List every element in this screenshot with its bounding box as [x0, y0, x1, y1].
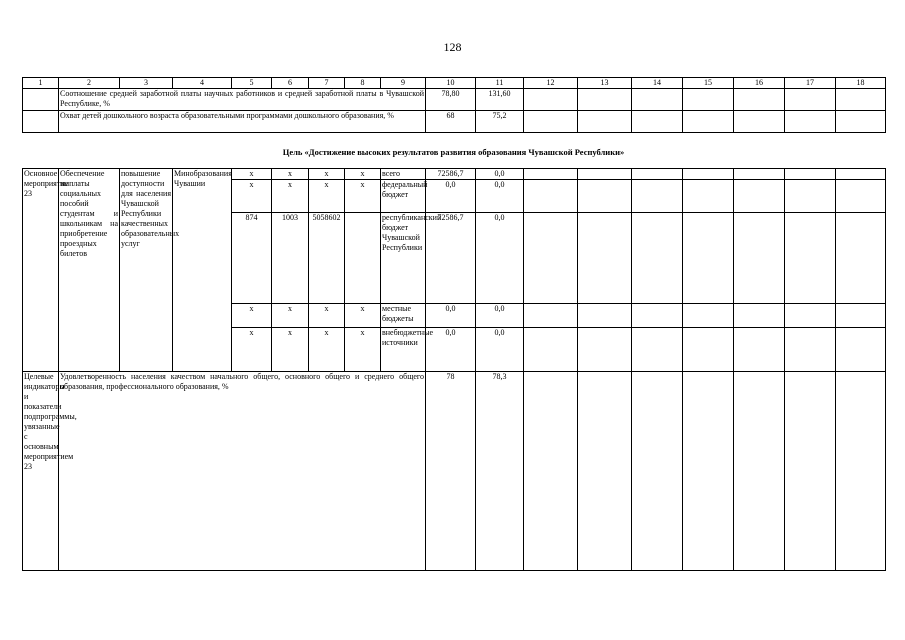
indicator-value: 131,60 [476, 89, 524, 111]
indicator-label: Соотношение средней заработной платы научных работников и средней заработной платы в Чувашской Республике, % [59, 89, 426, 111]
funding-value: 72586,7 [426, 213, 476, 304]
budget-code: x [345, 169, 381, 180]
budget-code: x [272, 169, 309, 180]
budget-code: x [345, 304, 381, 328]
col-number: 17 [785, 78, 836, 89]
indicator-value: 78,3 [476, 372, 524, 571]
col-number: 8 [345, 78, 381, 89]
col-number: 4 [173, 78, 232, 89]
page-number: 128 [443, 40, 462, 54]
event-executor: Минобразования Чувашии [173, 169, 232, 372]
table-row [23, 169, 886, 180]
funding-value: 0,0 [476, 304, 524, 328]
table-row [23, 89, 886, 111]
funding-value: 0,0 [476, 328, 524, 372]
funding-source: всего [381, 169, 426, 180]
budget-code: x [309, 304, 345, 328]
col-number: 6 [272, 78, 309, 89]
funding-value: 0,0 [476, 213, 524, 304]
col-number: 10 [426, 78, 476, 89]
col-number: 15 [683, 78, 734, 89]
col-number: 7 [309, 78, 345, 89]
funding-value: 0,0 [426, 328, 476, 372]
budget-code: x [309, 169, 345, 180]
budget-code: x [272, 304, 309, 328]
budget-code: x [345, 328, 381, 372]
indicator-label: Удовлетворенность населения качеством начального общего, основного общего и среднего общего образования, профессионального образования, % [59, 372, 426, 571]
budget-code: x [309, 180, 345, 213]
col-number: 16 [734, 78, 785, 89]
funding-source: внебюджетные источники [381, 328, 426, 372]
goal-heading: Цель «Достижение высоких результатов развития образования Чувашской Республики» [282, 147, 625, 157]
funding-value: 72586,7 [426, 169, 476, 180]
budget-code: x [309, 328, 345, 372]
indicator-group-title: Целевые индикаторы и показатели подпрограммы, увязанные с основным мероприятием 23 [23, 372, 59, 571]
budget-code: 1003 [272, 213, 309, 304]
funding-value: 0,0 [476, 169, 524, 180]
budget-code: x [272, 328, 309, 372]
event-table [22, 168, 886, 571]
col-number: 13 [578, 78, 632, 89]
event-description: Обеспечение выплаты социальных пособий студентам и школьникам на приобретение проездных билетов [59, 169, 120, 372]
indicator-label: Охват детей дошкольного возраста образовательными программами дошкольного образования, % [59, 111, 426, 133]
col-number: 18 [836, 78, 886, 89]
col-number: 12 [524, 78, 578, 89]
funding-value: 0,0 [476, 180, 524, 213]
col-number: 14 [632, 78, 683, 89]
funding-source: федеральный бюджет [381, 180, 426, 213]
table-row [23, 372, 886, 571]
indicator-value: 78,80 [426, 89, 476, 111]
budget-code: x [232, 169, 272, 180]
col-number: 9 [381, 78, 426, 89]
indicators-table-top [22, 77, 886, 133]
event-goal: повышение доступности для населения Чувашской Республики качественных образовательных услуг [120, 169, 173, 372]
col-number: 5 [232, 78, 272, 89]
budget-code [345, 213, 381, 304]
budget-code: x [232, 328, 272, 372]
budget-code: 5058602 [309, 213, 345, 304]
event-title: Основное мероприятие 23 [23, 169, 59, 372]
column-numbers-row [23, 78, 886, 89]
funding-value: 0,0 [426, 304, 476, 328]
funding-source: местные бюджеты [381, 304, 426, 328]
indicator-value: 78 [426, 372, 476, 571]
col-number: 3 [120, 78, 173, 89]
budget-code: x [232, 304, 272, 328]
budget-code: x [272, 180, 309, 213]
col-number: 2 [59, 78, 120, 89]
budget-code: 874 [232, 213, 272, 304]
indicator-value: 68 [426, 111, 476, 133]
table-row [23, 111, 886, 133]
col-number: 11 [476, 78, 524, 89]
budget-code: x [232, 180, 272, 213]
funding-value: 0,0 [426, 180, 476, 213]
col-number: 1 [23, 78, 59, 89]
indicator-value: 75,2 [476, 111, 524, 133]
budget-code: x [345, 180, 381, 213]
funding-source: республиканский бюджет Чувашской Республики [381, 213, 426, 304]
